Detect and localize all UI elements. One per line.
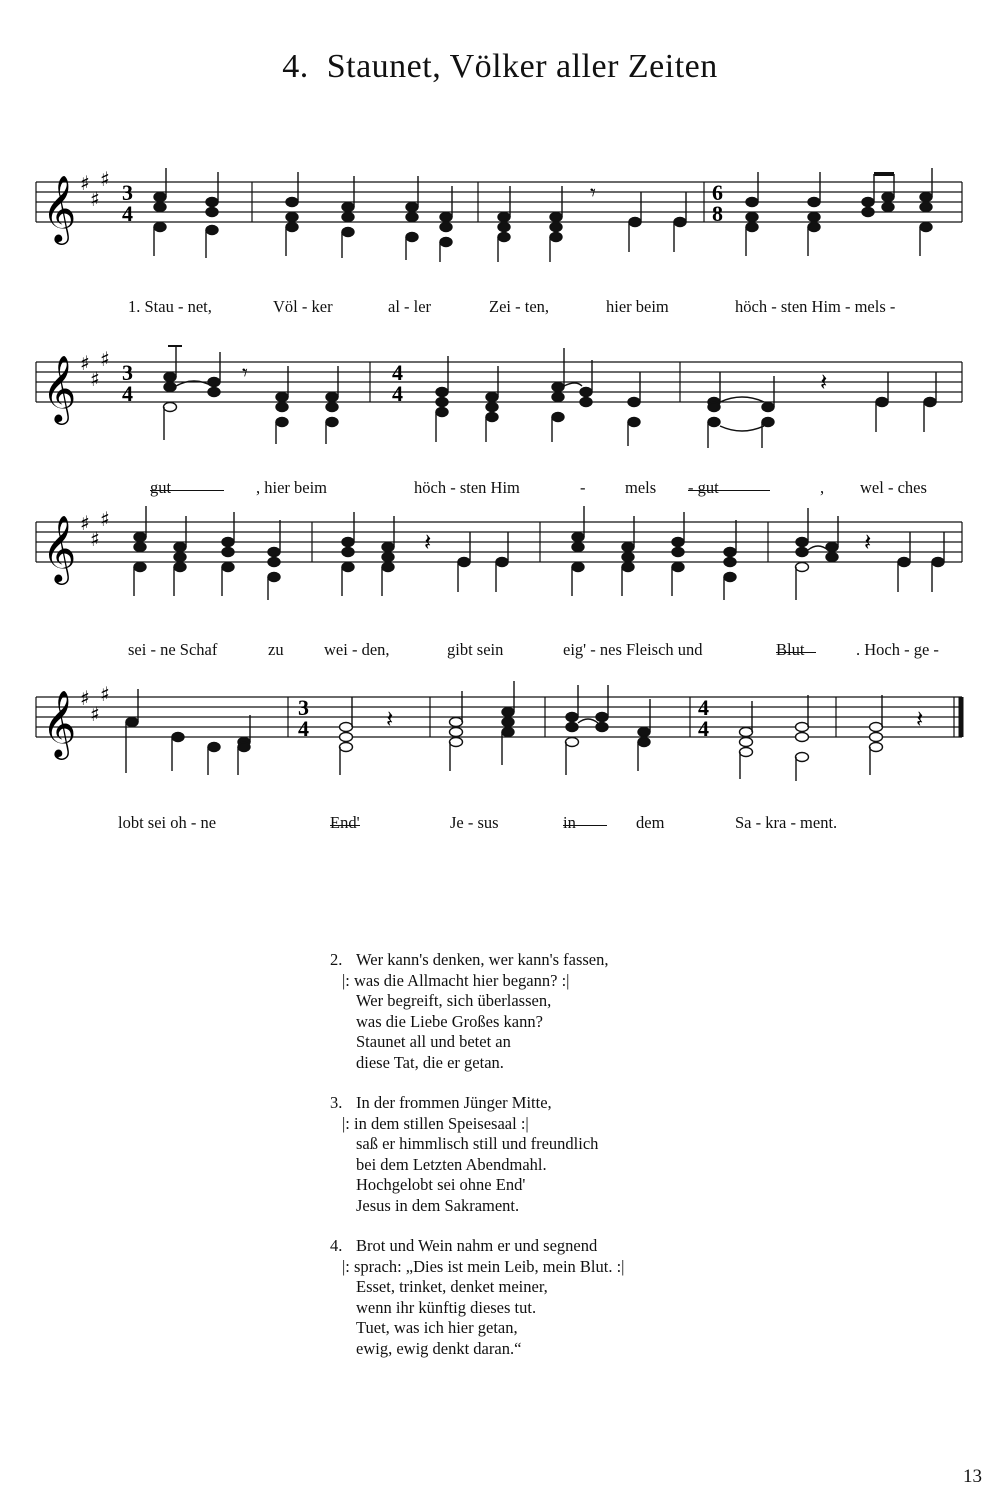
verse-line: bei dem Letzten Abendmahl. xyxy=(356,1154,547,1174)
svg-text:♯: ♯ xyxy=(100,682,110,706)
lyrics-line-4: lobt sei oh - ne End' Je - sus in dem Sa - kra - ment. xyxy=(118,813,838,832)
svg-text:♯: ♯ xyxy=(80,511,90,535)
additional-verses xyxy=(330,950,750,1379)
verse-number: 3. xyxy=(330,1093,343,1112)
svg-text:4: 4 xyxy=(698,716,709,741)
lyric-syllable: dem xyxy=(636,813,665,832)
lyric-syllable: mels xyxy=(625,478,657,497)
treble-clef-icon: 𝄞 xyxy=(42,354,77,422)
page-number: 13 xyxy=(963,1466,982,1487)
svg-text:6: 6 xyxy=(712,180,723,205)
verse-line: Brot und Wein nahm er und segnend xyxy=(356,1236,598,1255)
quarter-rest-icon: 𝄽 xyxy=(864,528,872,556)
verse-line: ewig, ewig denkt daran.“ xyxy=(356,1338,522,1358)
verse-line: Staunet all und betet an xyxy=(356,1032,511,1051)
lyric-syllable: wei - den, xyxy=(324,640,390,659)
song-number: 4. xyxy=(282,48,309,85)
verse-line: |: sprach: „Dies ist mein Leib, mein Blut. :| xyxy=(342,1256,625,1276)
treble-clef-icon: 𝄞 xyxy=(42,174,77,242)
verse-line: was die Liebe Großes kann? xyxy=(356,1011,543,1031)
verse-line: |: in dem stillen Speisesaal :| xyxy=(342,1113,529,1133)
key-signature-sharps xyxy=(80,507,110,551)
lyric-syllable: Sa - kra - ment. xyxy=(735,813,838,832)
svg-text:4: 4 xyxy=(122,201,133,226)
svg-text:♯: ♯ xyxy=(80,686,90,710)
eighth-rest-icon: 𝄾 xyxy=(242,361,248,386)
music-system-2 xyxy=(30,340,970,450)
svg-text:♯: ♯ xyxy=(80,171,90,195)
verse-line: In der frommen Jünger Mitte, xyxy=(356,1093,552,1112)
lyric-syllable: al - ler xyxy=(388,297,432,316)
lyric-syllable: wel - ches xyxy=(860,478,927,497)
staff-1 xyxy=(30,160,970,270)
lyric-syllable: eig' - nes Fleisch und xyxy=(563,640,703,659)
lyrics-line-2: gut , hier beim höch - sten Him - mels - gut , wel - ches xyxy=(150,478,927,497)
quarter-rest-icon: 𝄽 xyxy=(916,705,924,733)
svg-text:8: 8 xyxy=(712,201,723,226)
svg-text:3: 3 xyxy=(122,180,133,205)
lyric-syllable: höch - sten Him - mels - xyxy=(735,297,896,316)
svg-text:♯: ♯ xyxy=(90,527,100,551)
svg-text:♯: ♯ xyxy=(90,187,100,211)
music-system-1 xyxy=(30,160,970,270)
lyric-syllable: zu xyxy=(268,640,284,659)
lyric-syllable: , hier beim xyxy=(256,478,328,497)
svg-text:♯: ♯ xyxy=(90,367,100,391)
verse-line: Tuet, was ich hier getan, xyxy=(356,1318,518,1337)
svg-text:♯: ♯ xyxy=(80,351,90,375)
quarter-rest-icon: 𝄽 xyxy=(820,368,828,396)
verse-line: |: was die Allmacht hier begann? :| xyxy=(342,970,570,990)
lyric-syllable: lobt sei oh - ne xyxy=(118,813,217,832)
lyric-syllable: sei - ne Schaf xyxy=(128,640,218,659)
music-system-3 xyxy=(30,500,970,610)
notes-system-3 xyxy=(134,506,944,600)
notes-system-2 xyxy=(164,346,937,448)
lyrics-line-1 xyxy=(0,297,1000,319)
lyric-syllable: Je - sus xyxy=(450,813,499,832)
lyric-syllable: 1. Stau - net, xyxy=(128,297,212,316)
key-signature-sharps xyxy=(80,682,110,726)
svg-text:3: 3 xyxy=(122,360,133,385)
svg-text:4: 4 xyxy=(698,695,709,720)
lyric-syllable: - xyxy=(580,478,586,497)
verse-line: wenn ihr künftig dieses tut. xyxy=(356,1297,537,1317)
verse-line: Hochgelobt sei ohne End' xyxy=(356,1175,526,1194)
verse-line: Wer begreift, sich überlassen, xyxy=(356,991,552,1010)
quarter-rest-icon: 𝄽 xyxy=(386,705,394,733)
svg-text:4: 4 xyxy=(392,381,403,406)
key-signature-sharps xyxy=(80,347,110,391)
staff-2 xyxy=(30,340,970,450)
lyric-syllable: , xyxy=(820,478,825,497)
verse-line: Jesus in dem Sakrament. xyxy=(356,1195,520,1215)
svg-text:♯: ♯ xyxy=(100,347,110,371)
verse-number: 4. xyxy=(330,1236,343,1255)
staff-4 xyxy=(30,675,970,785)
lyric-syllable: gibt sein xyxy=(447,640,504,659)
time-signature-3-4 xyxy=(298,695,309,741)
lyric-syllable: . Hoch - ge - xyxy=(856,640,939,659)
verse-line: Wer kann's denken, wer kann's fassen, xyxy=(356,950,609,969)
verse-line: diese Tat, die er getan. xyxy=(356,1052,504,1072)
time-signature-4-4 xyxy=(698,695,709,741)
svg-text:3: 3 xyxy=(298,695,309,720)
svg-text:♯: ♯ xyxy=(100,167,110,191)
lyric-syllable: Völ - ker xyxy=(273,297,333,316)
time-signature-6-8 xyxy=(712,180,723,226)
svg-text:4: 4 xyxy=(298,716,309,741)
svg-text:♯: ♯ xyxy=(100,507,110,531)
verse-2 xyxy=(330,950,750,1073)
treble-clef-icon: 𝄞 xyxy=(42,689,77,757)
lyric-syllable: höch - sten Him xyxy=(414,478,520,497)
song-title xyxy=(0,48,1000,86)
time-signature-3-4 xyxy=(122,180,133,226)
quarter-rest-icon: 𝄽 xyxy=(424,528,432,556)
svg-text:4: 4 xyxy=(392,360,403,385)
svg-text:♯: ♯ xyxy=(90,702,100,726)
verse-line: Esset, trinket, denket meiner, xyxy=(356,1277,548,1296)
verse-number: 2. xyxy=(330,950,343,969)
notes-system-4 xyxy=(126,681,883,781)
song-title-text: Staunet, Völker aller Zeiten xyxy=(326,48,718,85)
treble-clef-icon: 𝄞 xyxy=(42,514,77,582)
svg-text:4: 4 xyxy=(122,381,133,406)
lyric-syllable: Zei - ten, xyxy=(489,297,550,316)
verse-line: saß er himmlisch still und freundlich xyxy=(356,1134,599,1153)
verse-3 xyxy=(330,1093,750,1216)
time-signature-4-4 xyxy=(392,360,403,406)
lyrics-line-3: sei - ne Schaf zu wei - den, gibt sein eig' - nes Fleisch und Blut . Hoch - ge - xyxy=(128,640,939,659)
verse-4 xyxy=(330,1236,750,1359)
key-signature-sharps xyxy=(80,167,110,211)
time-signature-3-4 xyxy=(122,360,133,406)
music-system-4 xyxy=(30,675,970,785)
eighth-rest-icon: 𝄾 xyxy=(590,181,596,206)
lyric-syllable: hier beim xyxy=(606,297,669,316)
staff-3 xyxy=(30,500,970,610)
